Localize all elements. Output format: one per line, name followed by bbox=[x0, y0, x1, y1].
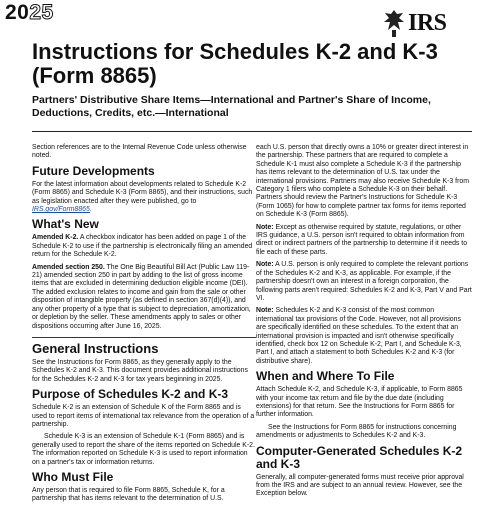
form-year bbox=[5, 2, 54, 24]
future-developments-text: For the latest information about developments related to Schedule K-2 (Form 8865) and Schedule K-3 (Form 8865), and their instructions, such as legislation enacted after they were published, go to IRS.gov/Form8865. bbox=[32, 180, 253, 214]
amended-section-250-para bbox=[32, 264, 256, 331]
amended-k2-para bbox=[32, 234, 256, 259]
purpose-heading: Purpose of Schedules K-2 and K-3 bbox=[32, 387, 229, 402]
purpose-text-2: Schedule K-3 is an extension of Schedule K-1 (Form 8865) and is generally used to report the share of the items reported on Schedule K-2. The information reported on Schedule K-3 is used to report information on a partner's tax or information returns. bbox=[32, 433, 255, 466]
intro-text: Section references are to the Internal Revenue Code unless otherwise noted. bbox=[32, 144, 247, 160]
when-where-text-1: Attach Schedule K-2, and Schedule K-3, if applicable, to Form 8865 with your income tax return and file by the due date (including extensions) for that return. See the Instructions for Form 8865 for further information. bbox=[256, 386, 463, 419]
continued-text: each U.S. person that directly owns a 10% or greater direct interest in the partnership. These partners that are required to complete a Schedule K-1 must also complete a Schedule K-3 if the partnership has items relevant to the determination of U.S. tax under the international provisions. Partners may also receive Schedule K-3 from Category 1 filers who complete a Schedule K-3 on their behalf. Partners should review the Partner's Instructions for Schedule K-3 (Form 1065) for how to complete partner tax forms for items reported on Schedule K-3 (Form 8865). bbox=[256, 144, 469, 219]
future-developments-heading: Future Developments bbox=[32, 163, 155, 178]
when-where-heading: When and Where To File bbox=[256, 369, 395, 384]
note-2 bbox=[256, 261, 472, 303]
note-3 bbox=[256, 307, 472, 366]
eagle-icon bbox=[383, 8, 405, 38]
irs-logo bbox=[383, 8, 447, 38]
right-column bbox=[256, 144, 472, 503]
header-divider bbox=[32, 131, 472, 132]
general-instructions-text: See the Instructions for Form 8865, as they generally apply to the Schedules K-2 and K-3. This document provides additional instructions for the Schedules K-2 and K-3 for tax years beginning in 2025. bbox=[32, 358, 248, 383]
year-prefix: 20 bbox=[5, 1, 30, 24]
whats-new-heading: What's New bbox=[32, 217, 99, 232]
note-text: Schedules K-2 and K-3 consist of the most common international tax provisions of the Code. However, not all provisions are specifically identified on these schedules. To the extent that an international provision is impacted and isn't otherwise specifically identified, check box 12 on Schedule K-2, Part I, and Schedule K-3, Part I, and attach a statement to both Schedules K-2 and K-3 (for distributive share). bbox=[256, 307, 462, 365]
note-label: Note: bbox=[256, 307, 274, 315]
note-text: Except as otherwise required by statute, regulations, or other IRS guidance, a U.S. person isn't required to obtain information from direct or indirect partners of the partnership to determine if it needs to file each of these parts. bbox=[256, 223, 468, 256]
section-250-text: The One Big Beautiful Bill Act (Public Law 119-21) amended section 250 in part by adding to the list of gross income items that are excluded in determining deduction eligible income (DEI). The added exclusion relates to income and gain from the sale or other disposition of intangible property (as defined in section 367(d)(4)), and any other property of a type that is subject to depreciation, amortization, or depletion by the seller. These amendments apply to sales or other dispositions occurring after June 16, 2025. bbox=[32, 263, 251, 330]
year-suffix: 25 bbox=[29, 1, 54, 24]
when-where-text-2: See the Instructions for Form 8865 for instructions concerning amendments or adjustments to Schedules K-2 and K-3. bbox=[256, 423, 457, 440]
section-divider bbox=[32, 337, 256, 338]
amended-k2-text: A checkbox indicator has been added on page 1 of the Schedule K-2 to use if the partnership is electronically filing an amended return for the Schedule K-2. bbox=[32, 234, 253, 259]
who-must-file-text: Any person that is required to file Form 8865, Schedule K, for a partnership that has items relevant to the determination of U.S. bbox=[32, 486, 225, 503]
purpose-text-1: Schedule K-2 is an extension of Schedule K of the Form 8865 and is used to report items of international tax relevance from the operation of a partnership. bbox=[32, 404, 255, 428]
irs-wordmark: IRS bbox=[408, 10, 447, 36]
amended-k2-label: Amended K-2. bbox=[32, 234, 79, 242]
computer-generated-heading: Computer-Generated Schedules K-2 and K-3 bbox=[256, 443, 463, 471]
document-title: Instructions for Schedules K-2 and K-3 (Form 8865) bbox=[32, 39, 438, 88]
computer-generated-text: Generally, all computer-generated forms must receive prior approval from the IRS and are subject to an annual review. However, see the Exception below. bbox=[256, 473, 464, 498]
note-1 bbox=[256, 224, 472, 258]
future-text: For the latest information about developments related to Schedule K-2 (Form 8865) and Schedule K-3 (Form 8865), and their instructions, such as legislation enacted after they were published, go to bbox=[32, 180, 253, 205]
irs-form8865-link[interactable]: IRS.gov/Form8865 bbox=[32, 206, 90, 214]
left-column bbox=[32, 144, 256, 508]
general-instructions-heading: General Instructions bbox=[32, 340, 159, 356]
note-label: Note: bbox=[256, 223, 274, 231]
section-250-label: Amended section 250. bbox=[32, 263, 105, 271]
note-text: A U.S. person is only required to complete the relevant portions of the Schedules K-2 and K-3, as applicable. For example, if the partnership doesn't own an interest in a foreign corporation, the following parts aren't required: Schedules K-2 and K-3, Part V and Part VI. bbox=[256, 261, 472, 302]
note-label: Note: bbox=[256, 261, 274, 269]
who-must-file-heading: Who Must File bbox=[32, 469, 114, 484]
document-subtitle: Partners' Distributive Share Items—International and Partner's Share of Income, Deductions, Credits, etc.—International bbox=[32, 94, 431, 119]
